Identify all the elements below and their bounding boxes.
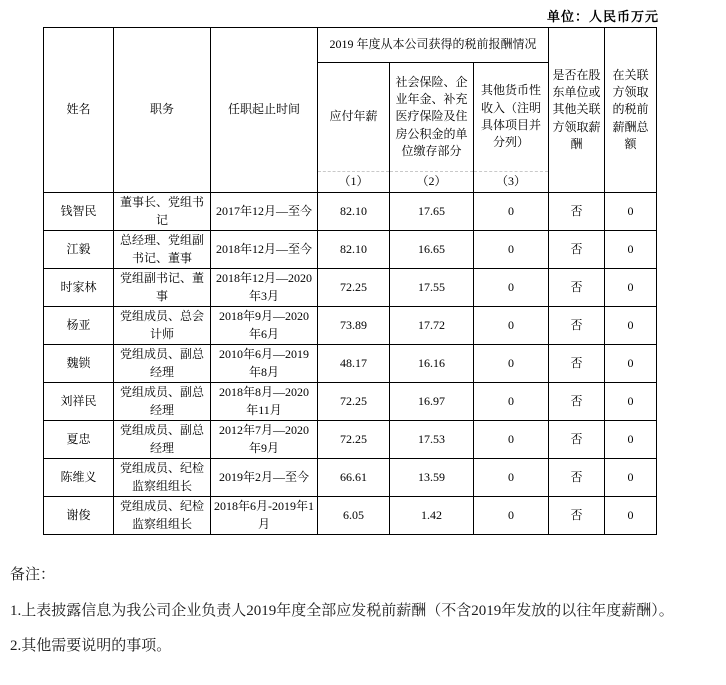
table-row	[44, 345, 657, 383]
cell-name: 夏忠	[44, 421, 114, 459]
header-other-income: 其他货币性收入（注明具体项目并分列）	[474, 63, 549, 172]
cell-salary: 72.25	[318, 421, 390, 459]
cell-social: 17.72	[390, 307, 474, 345]
cell-name: 钱智民	[44, 193, 114, 231]
table-row	[44, 193, 657, 231]
cell-other: 0	[474, 421, 549, 459]
table-row	[44, 383, 657, 421]
header-related-flag: 是否在股东单位或其他关联方领取薪酬	[549, 28, 605, 193]
header-idx3: （3）	[474, 172, 549, 193]
table-row	[44, 497, 657, 535]
cell-social: 1.42	[390, 497, 474, 535]
unit-label: 单位：人民币万元	[546, 9, 659, 24]
header-name: 姓名	[44, 28, 114, 193]
header-social: 社会保险、企业年金、补充医疗保险及住房公积金的单位缴存部分	[390, 63, 474, 172]
cell-tenure: 2012年7月—2020年9月	[211, 421, 318, 459]
table-body	[44, 193, 657, 535]
cell-social: 16.65	[390, 231, 474, 269]
cell-name: 江毅	[44, 231, 114, 269]
cell-tenure: 2019年2月—至今	[211, 459, 318, 497]
cell-position: 党组成员、副总经理	[114, 383, 211, 421]
cell-other: 0	[474, 231, 549, 269]
cell-other: 0	[474, 307, 549, 345]
cell-related-flag: 否	[549, 497, 605, 535]
cell-salary: 6.05	[318, 497, 390, 535]
cell-related-flag: 否	[549, 307, 605, 345]
header-salary: 应付年薪	[318, 63, 390, 172]
note-item: 1.上表披露信息为我公司企业负责人2019年度全部应发税前薪酬（不含2019年发放的以往年度薪酬）。	[10, 602, 674, 619]
compensation-table	[43, 27, 657, 535]
cell-name: 魏锁	[44, 345, 114, 383]
cell-position: 党组成员、总会计师	[114, 307, 211, 345]
notes-section	[10, 566, 722, 673]
cell-related-total: 0	[605, 497, 657, 535]
header-row-top	[44, 28, 657, 63]
cell-salary: 66.61	[318, 459, 390, 497]
cell-name: 刘祥民	[44, 383, 114, 421]
cell-social: 16.97	[390, 383, 474, 421]
cell-position: 党组成员、纪检监察组组长	[114, 497, 211, 535]
header-tenure: 任职起止时间	[211, 28, 318, 193]
cell-related-total: 0	[605, 421, 657, 459]
header-related-total: 在关联方领取的税前薪酬总额	[605, 28, 657, 193]
cell-related-total: 0	[605, 383, 657, 421]
cell-social: 17.65	[390, 193, 474, 231]
cell-tenure: 2017年12月—至今	[211, 193, 318, 231]
cell-name: 陈维义	[44, 459, 114, 497]
cell-social: 17.55	[390, 269, 474, 307]
cell-position: 党组副书记、董事	[114, 269, 211, 307]
cell-related-flag: 否	[549, 345, 605, 383]
cell-tenure: 2010年6月—2019年8月	[211, 345, 318, 383]
cell-tenure: 2018年6月-2019年1月	[211, 497, 318, 535]
cell-other: 0	[474, 193, 549, 231]
table-row	[44, 231, 657, 269]
cell-tenure: 2018年12月—至今	[211, 231, 318, 269]
cell-salary: 48.17	[318, 345, 390, 383]
cell-related-total: 0	[605, 193, 657, 231]
cell-salary: 72.25	[318, 269, 390, 307]
note-item: 2.其他需要说明的事项。	[10, 638, 172, 654]
cell-other: 0	[474, 269, 549, 307]
cell-salary: 82.10	[318, 231, 390, 269]
cell-social: 16.16	[390, 345, 474, 383]
cell-related-total: 0	[605, 459, 657, 497]
cell-tenure: 2018年9月—2020年6月	[211, 307, 318, 345]
cell-name: 杨亚	[44, 307, 114, 345]
cell-related-total: 0	[605, 345, 657, 383]
note-title: 备注：	[10, 567, 56, 583]
header-position: 职务	[114, 28, 211, 193]
cell-tenure: 2018年8月—2020年11月	[211, 383, 318, 421]
cell-related-flag: 否	[549, 421, 605, 459]
cell-position: 总经理、党组副书记、董事	[114, 231, 211, 269]
cell-name: 谢俊	[44, 497, 114, 535]
cell-salary: 82.10	[318, 193, 390, 231]
table-row	[44, 421, 657, 459]
cell-salary: 72.25	[318, 383, 390, 421]
cell-related-total: 0	[605, 269, 657, 307]
cell-tenure: 2018年12月—2020年3月	[211, 269, 318, 307]
table-row	[44, 307, 657, 345]
cell-position: 党组成员、副总经理	[114, 345, 211, 383]
cell-related-flag: 否	[549, 383, 605, 421]
cell-related-flag: 否	[549, 231, 605, 269]
table-row	[44, 269, 657, 307]
cell-salary: 73.89	[318, 307, 390, 345]
cell-other: 0	[474, 459, 549, 497]
cell-related-flag: 否	[549, 459, 605, 497]
cell-social: 13.59	[390, 459, 474, 497]
cell-other: 0	[474, 497, 549, 535]
cell-position: 党组成员、副总经理	[114, 421, 211, 459]
header-idx1: （1）	[318, 172, 390, 193]
cell-related-total: 0	[605, 307, 657, 345]
cell-related-total: 0	[605, 231, 657, 269]
table-row	[44, 459, 657, 497]
cell-other: 0	[474, 345, 549, 383]
cell-position: 董事长、党组书记	[114, 193, 211, 231]
cell-other: 0	[474, 383, 549, 421]
cell-position: 党组成员、纪检监察组组长	[114, 459, 211, 497]
header-idx2: （2）	[390, 172, 474, 193]
cell-related-flag: 否	[549, 193, 605, 231]
table-header	[44, 28, 657, 193]
cell-related-flag: 否	[549, 269, 605, 307]
cell-social: 17.53	[390, 421, 474, 459]
cell-name: 时家林	[44, 269, 114, 307]
header-comp-group: 2019 年度从本公司获得的税前报酬情况	[318, 28, 549, 63]
